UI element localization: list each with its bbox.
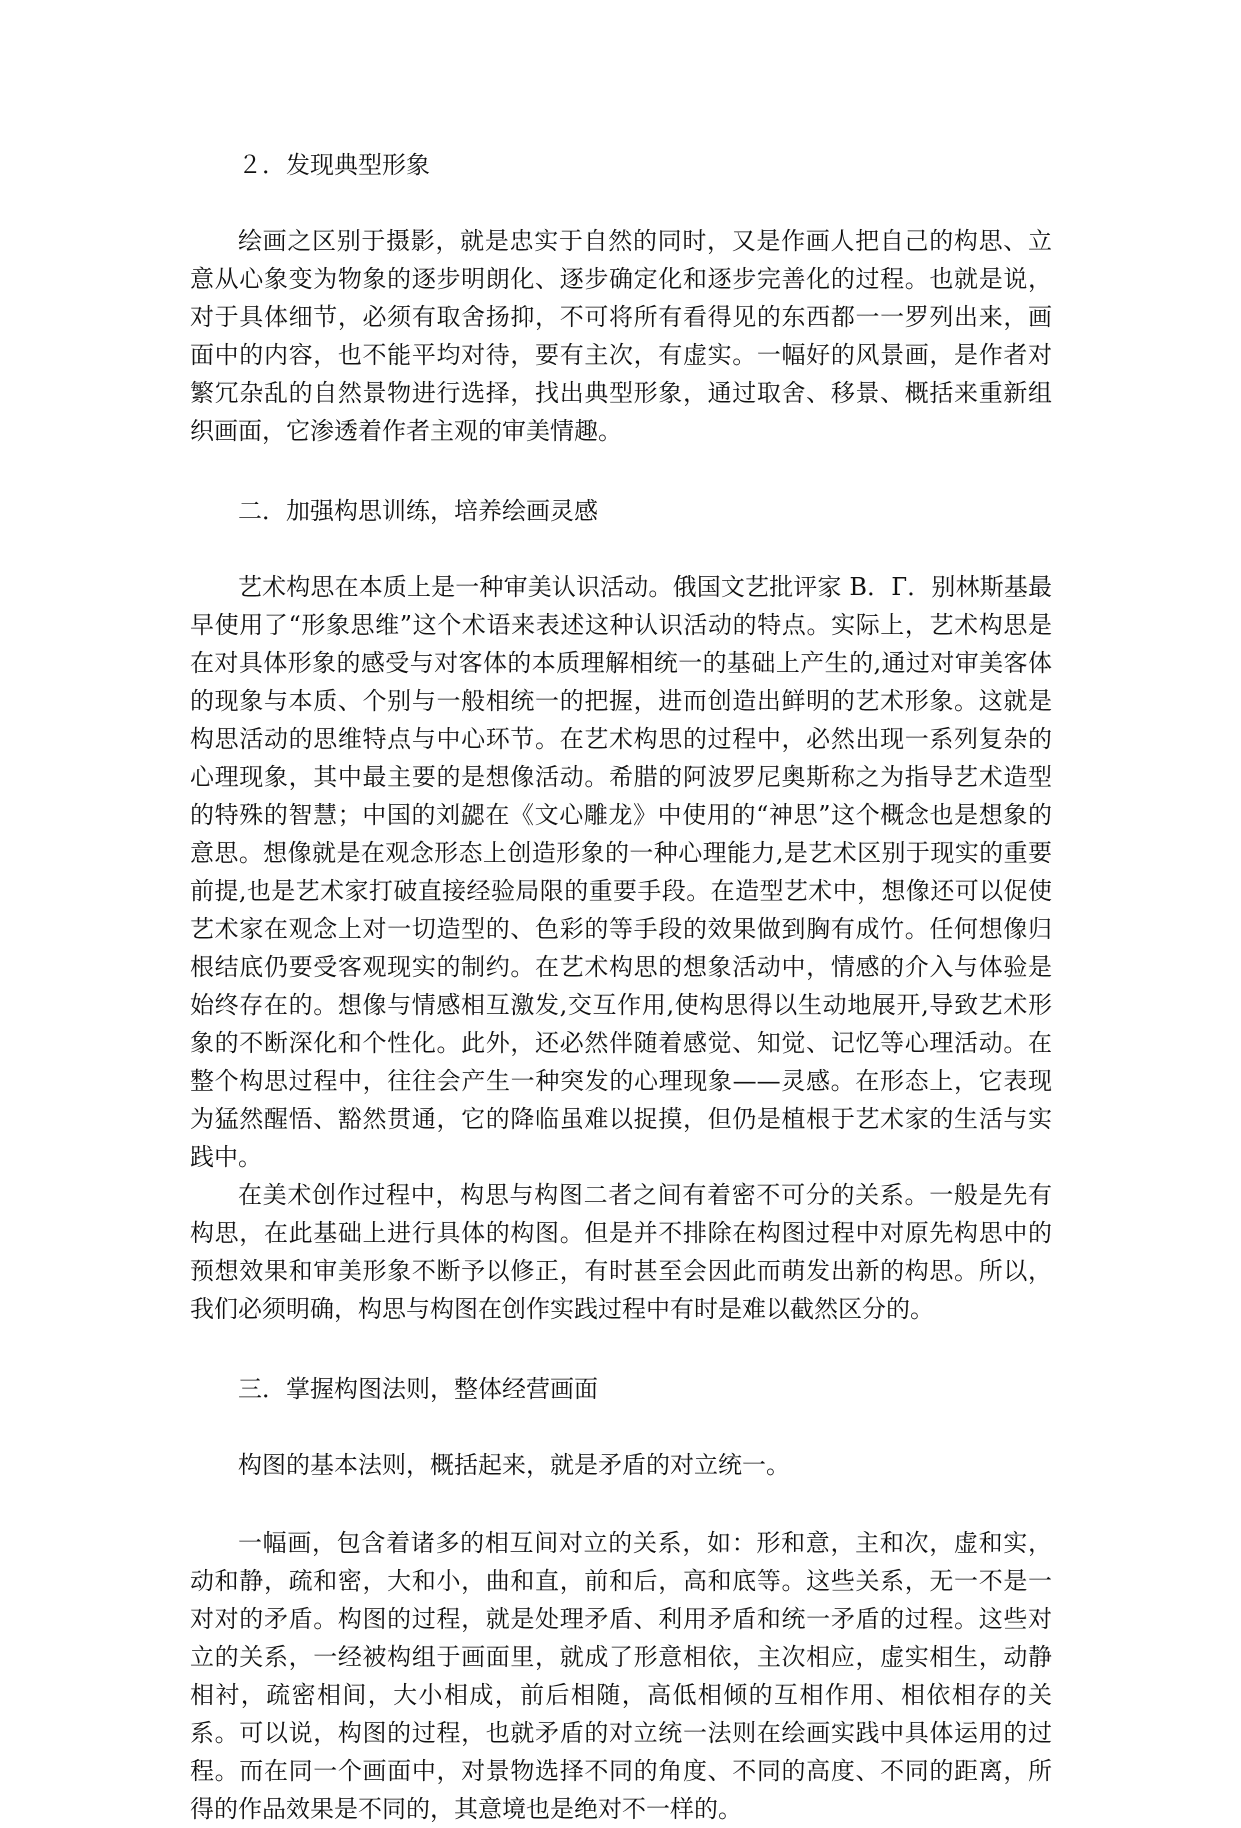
document-body: [190, 148, 1052, 1828]
section-heading: ２．发现典型形象: [238, 151, 430, 179]
paragraph: 在美术创作过程中，构思与构图二者之间有着密不可分的关系。一般是先有构思，在此基础上进行具体的构图。但是并不排除在构图过程中对原先构思中的预想效果和审美形象不断予以修正，有时甚至会因此而萌发出新的构思。所以，我们必须明确，构思与构图在创作实践过程中有时是难以截然区分的。: [190, 1181, 1052, 1323]
paragraph: 构图的基本法则，概括起来，就是矛盾的对立统一。: [238, 1451, 790, 1479]
paragraph: 一幅画，包含着诸多的相互间对立的关系，如：形和意，主和次，虚和实，动和静，疏和密，大和小，曲和直，前和后，高和底等。这些关系，无一不是一对对的矛盾。构图的过程，就是处理矛盾、利用矛盾和统一矛盾的过程。这些对立的关系，一经被构组于画面里，就成了形意相依，主次相应，虚实相生，动静相衬，疏密相间，大小相成，前后相随，高低相倾的互相作用、相依相存的关系。可以说，构图的过程，也就矛盾的对立统一法则在绘画实践中具体运用的过程。而在同一个画面中，对景物选择不同的角度、不同的高度、不同的距离，所得的作品效果是不同的，其意境也是绝对不一样的。: [190, 1529, 1052, 1823]
section-heading: 二．加强构思训练，培养绘画灵感: [238, 497, 598, 525]
paragraph: 绘画之区别于摄影，就是忠实于自然的同时，又是作画人把自己的构思、立意从心象变为物象的逐步明朗化、逐步确定化和逐步完善化的过程。也就是说，对于具体细节，必须有取舍扬抑，不可将所有看得见的东西都一一罗列出来，画面中的内容，也不能平均对待，要有主次，有虚实。一幅好的风景画，是作者对繁冗杂乱的自然景物进行选择，找出典型形象，通过取舍、移景、概括来重新组织画面，它渗透着作者主观的审美情趣。: [190, 227, 1052, 445]
paragraph: 艺术构思在本质上是一种审美认识活动。俄国文艺批评家 В．Г．别林斯基最早使用了“形象思维”这个术语来表述这种认识活动的特点。实际上，艺术构思是在对具体形象的感受与对客体的本质理解相统一的基础上产生的,通过对审美客体的现象与本质、个别与一般相统一的把握，进而创造出鲜明的艺术形象。这就是构思活动的思维特点与中心环节。在艺术构思的过程中，必然出现一系列复杂的心理现象，其中最主要的是想像活动。希腊的阿波罗尼奥斯称之为指导艺术造型的特殊的智慧；中国的刘勰在《文心雕龙》中使用的“神思”这个概念也是想象的意思。想像就是在观念形态上创造形象的一种心理能力,是艺术区别于现实的重要前提,也是艺术家打破直接经验局限的重要手段。在造型艺术中，想像还可以促使艺术家在观念上对一切造型的、色彩的等手段的效果做到胸有成竹。任何想像归根结底仍要受客观现实的制约。在艺术构思的想象活动中，情感的介入与体验是始终存在的。想像与情感相互激发,交互作用,使构思得以生动地展开,导致艺术形象的不断深化和个性化。此外，还必然伴随着感觉、知觉、记忆等心理活动。在整个构思过程中，往往会产生一种突发的心理现象——灵感。在形态上，它表现为猛然醒悟、豁然贯通，它的降临虽难以捉摸，但仍是植根于艺术家的生活与实践中。: [190, 573, 1052, 1171]
section-heading: 三．掌握构图法则，整体经营画面: [238, 1375, 598, 1403]
